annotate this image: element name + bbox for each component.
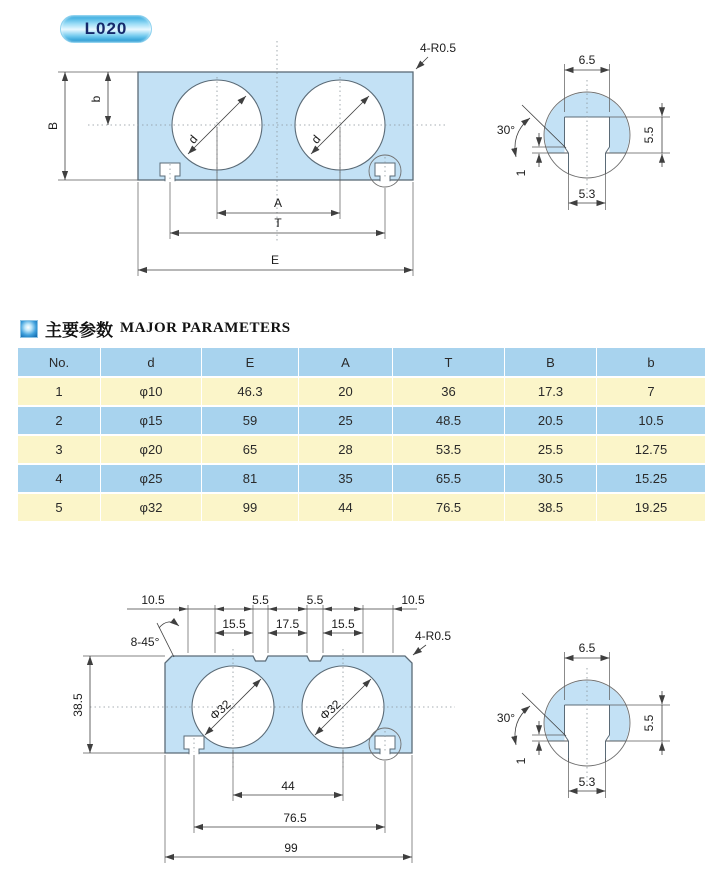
corner-radius-note: 4-R0.5 <box>414 629 452 643</box>
table-cell: 53.5 <box>393 436 505 463</box>
dim-label-angle: 30° <box>496 711 516 725</box>
dim-label-r1-3: 10.5 <box>401 593 425 607</box>
table-cell: 25 <box>299 407 393 434</box>
table-cell: 44 <box>299 494 393 521</box>
table-cell: 12.75 <box>597 436 705 463</box>
table-cell: φ25 <box>101 465 202 492</box>
dim-label-B: B <box>46 121 60 131</box>
dim-label-angle: 30° <box>496 123 516 137</box>
profile-body <box>165 656 412 760</box>
dim-label-width: 99 <box>284 841 298 855</box>
table-header-cell: d <box>101 348 202 376</box>
table-header-cell: No. <box>18 348 101 376</box>
dim-label-r2-2: 15.5 <box>331 617 355 631</box>
table-row <box>18 407 705 434</box>
dim-label-slot-depth: 5.5 <box>642 126 656 144</box>
table-cell: 3 <box>18 436 101 463</box>
dim-label-slot-top: 6.5 <box>578 53 596 67</box>
dim-label-A: A <box>273 196 283 210</box>
table-cell: 35 <box>299 465 393 492</box>
parameters-table <box>18 348 705 523</box>
table-row <box>18 465 705 492</box>
table-cell: 5 <box>18 494 101 521</box>
table-row <box>18 378 705 405</box>
dim-label-slot-depth: 5.5 <box>642 714 656 732</box>
table-cell: 4 <box>18 465 101 492</box>
table-row <box>18 436 705 463</box>
chamfer-note: 8-45° <box>130 635 160 649</box>
table-cell: 38.5 <box>505 494 597 521</box>
table-cell: 65 <box>202 436 299 463</box>
dim-label-d-left: d <box>185 132 201 147</box>
table-cell: 48.5 <box>393 407 505 434</box>
dim-label-slots: 76.5 <box>283 811 307 825</box>
dim-label-d-right: d <box>308 132 324 147</box>
corner-radius-note: 4-R0.5 <box>419 41 457 55</box>
dim-label-T: T <box>274 216 282 230</box>
table-cell: 46.3 <box>202 378 299 405</box>
table-header-cell: E <box>202 348 299 376</box>
table-header-cell: T <box>393 348 505 376</box>
dim-label-r2-1: 17.5 <box>275 617 300 631</box>
dim-label-r2-0: 15.5 <box>222 617 246 631</box>
table-cell: 36 <box>393 378 505 405</box>
dim-label-r1-0: 10.5 <box>141 593 165 607</box>
table-cell: φ10 <box>101 378 202 405</box>
table-cell: 65.5 <box>393 465 505 492</box>
table-cell: 2 <box>18 407 101 434</box>
table-cell: 19.25 <box>597 494 705 521</box>
table-cell: 59 <box>202 407 299 434</box>
table-cell: 1 <box>18 378 101 405</box>
section-bullet-icon <box>20 320 38 338</box>
section-header <box>20 316 291 341</box>
table-cell: 17.3 <box>505 378 597 405</box>
dim-label-height: 38.5 <box>71 693 85 717</box>
dim-label-r1-1: 5.5 <box>252 593 269 607</box>
detail-dimensions <box>497 641 670 798</box>
slot-detail-bottom <box>492 638 702 813</box>
dim-label-r1-2: 5.5 <box>306 593 324 607</box>
dim-label-centers: 44 <box>281 779 295 793</box>
model-code-text: L020 <box>84 19 128 38</box>
dim-label-b: b <box>89 95 103 103</box>
table-cell: 10.5 <box>597 407 705 434</box>
table-cell: φ20 <box>101 436 202 463</box>
table-header-cell: B <box>505 348 597 376</box>
slot-detail-top <box>492 50 702 225</box>
section-title-zh: 主要参数 <box>45 321 113 340</box>
profile-body <box>138 72 413 187</box>
table-header-row <box>18 348 705 376</box>
dim-label-slot-top: 6.5 <box>578 641 596 655</box>
table-cell: 28 <box>299 436 393 463</box>
table-cell: φ32 <box>101 494 202 521</box>
table-row <box>18 494 705 521</box>
detail-dimensions <box>497 53 670 210</box>
overview-drawing <box>28 35 498 305</box>
dim-label-chamfer-step: 1 <box>514 169 528 177</box>
table-header-cell: A <box>299 348 393 376</box>
top-dimensions <box>127 593 425 653</box>
table-cell: 20.5 <box>505 407 597 434</box>
detailed-drawing <box>55 585 485 887</box>
table-cell: 20 <box>299 378 393 405</box>
table-cell: 30.5 <box>505 465 597 492</box>
table-cell: 76.5 <box>393 494 505 521</box>
dim-label-bore-right: Φ32 <box>317 697 344 723</box>
dim-label-bore-left: Φ32 <box>207 697 234 723</box>
dim-label-E: E <box>270 253 280 267</box>
table-header-cell: b <box>597 348 705 376</box>
dim-label-chamfer-step: 1 <box>514 757 528 765</box>
table-cell: 99 <box>202 494 299 521</box>
table-cell: 7 <box>597 378 705 405</box>
table-cell: 25.5 <box>505 436 597 463</box>
table-cell: 15.25 <box>597 465 705 492</box>
section-title-en: MAJOR PARAMETERS <box>120 320 291 336</box>
table-cell: 81 <box>202 465 299 492</box>
dim-label-slot-bottom: 5.3 <box>578 187 596 201</box>
dim-label-slot-bottom: 5.3 <box>578 775 596 789</box>
table-cell: φ15 <box>101 407 202 434</box>
